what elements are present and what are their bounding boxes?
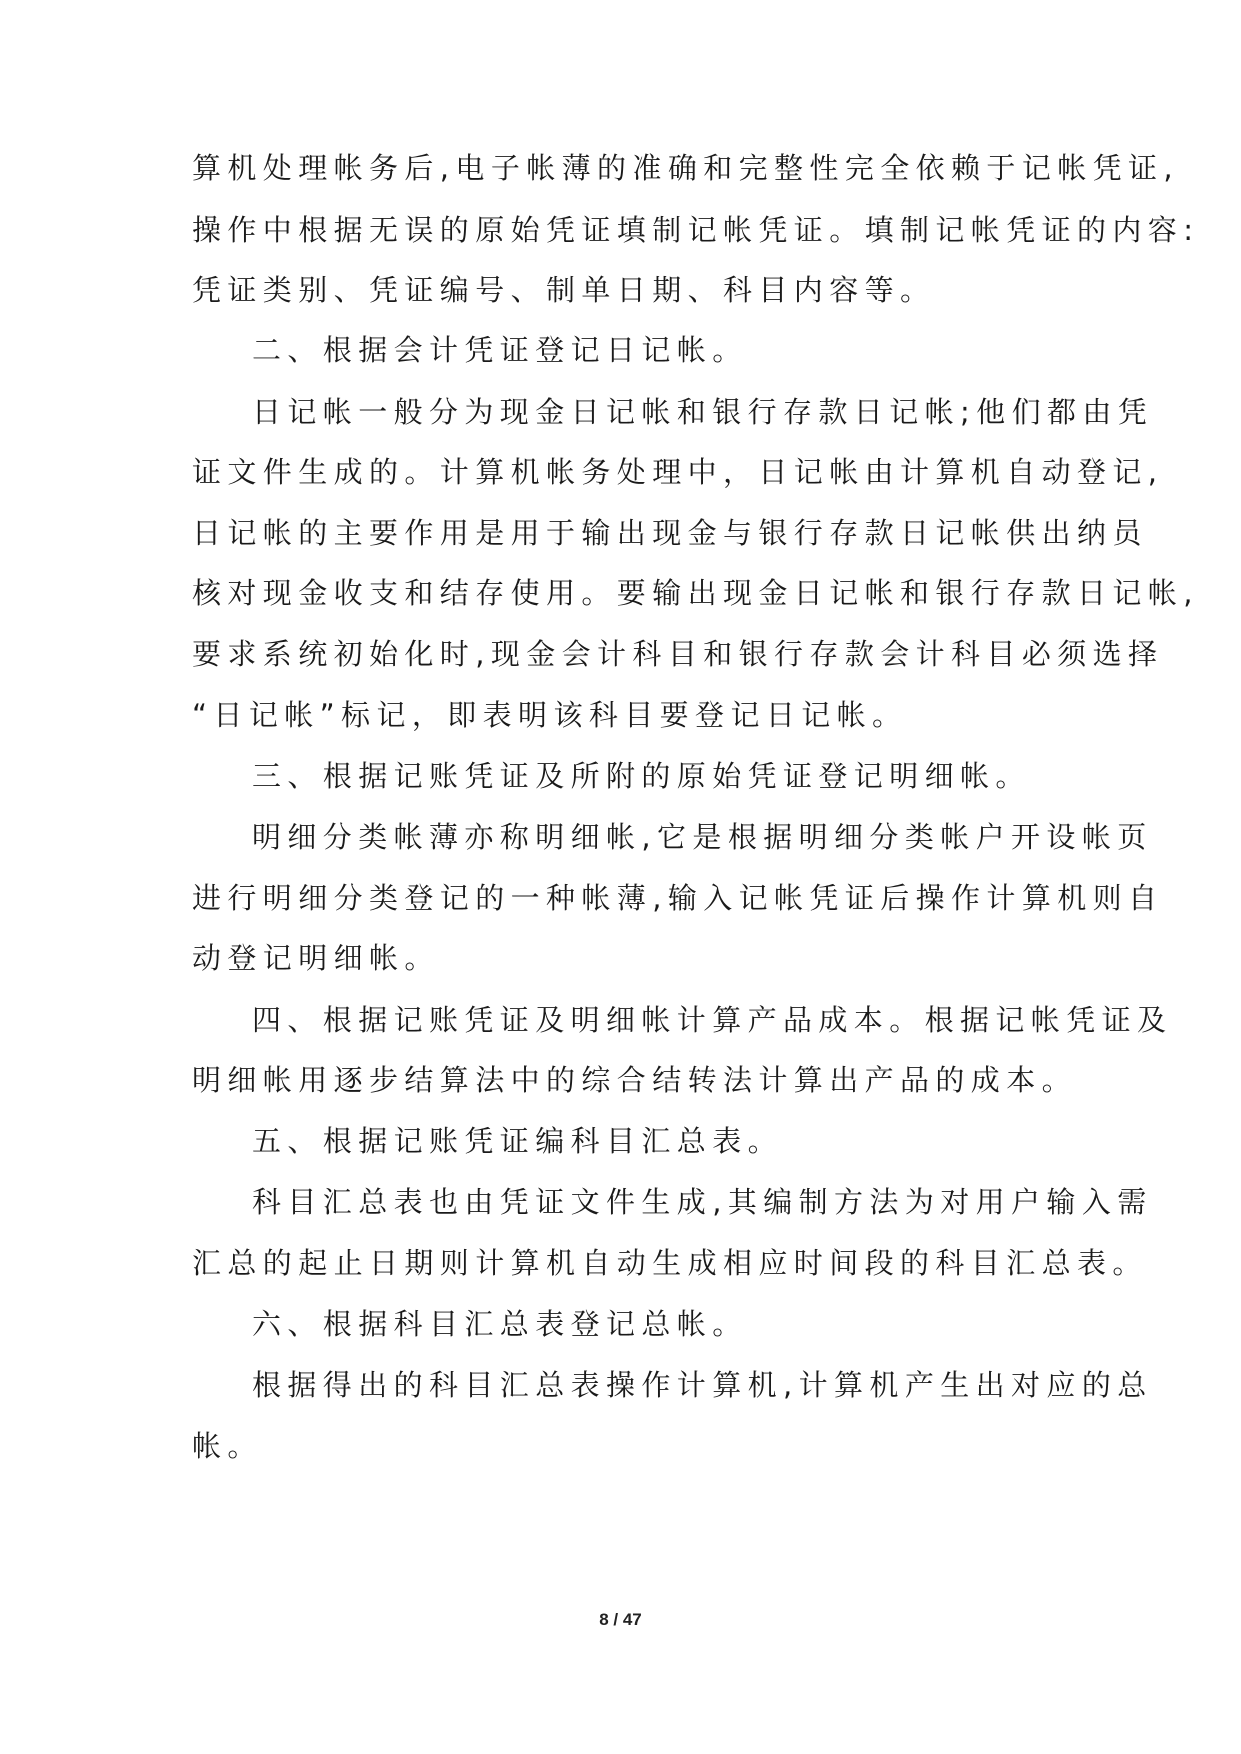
text-line: 明细帐用逐步结算法中的综合结转法计算出产品的成本。: [192, 1063, 1078, 1097]
text-line: 算机处理帐务后,电子帐薄的准确和完整性完全依赖于记帐凭证,: [192, 151, 1180, 185]
section-heading: 三、根据记账凭证及所附的原始凭证登记明细帐。: [252, 759, 1031, 793]
text-line: 核对现金收支和结存使用。要输出现金日记帐和银行存款日记帐,: [192, 576, 1199, 610]
text-line: 根据得出的科目汇总表操作计算机,计算机产生出对应的总: [252, 1368, 1153, 1402]
section-heading: 二、根据会计凭证登记日记帐。: [252, 333, 748, 367]
text-line: 要求系统初始化时,现金会计科目和银行存款会计科目必须选择: [192, 637, 1164, 671]
page-number: 8 / 47: [599, 1610, 642, 1629]
text-line: 凭证类别、凭证编号、制单日期、科目内容等。: [192, 273, 936, 307]
text-line: 进行明细分类登记的一种帐薄,输入记帐凭证后操作计算机则自: [192, 881, 1164, 915]
text-line: 日记帐一般分为现金日记帐和银行存款日记帐;他们都由凭: [252, 395, 1154, 429]
text-line: 明细分类帐薄亦称明细帐,它是根据明细分类帐户开设帐页: [252, 820, 1153, 854]
section-heading: 六、根据科目汇总表登记总帐。: [252, 1307, 748, 1341]
text-line: 日记帐的主要作用是用于输出现金与银行存款日记帐供出纳员: [192, 516, 1148, 550]
section-heading: 五、根据记账凭证编科目汇总表。: [252, 1124, 784, 1158]
text-line: 帐。: [192, 1429, 263, 1463]
section-heading: 四、根据记账凭证及明细帐计算产品成本。根据记帐凭证及: [252, 1003, 1173, 1037]
text-line: 科目汇总表也由凭证文件生成,其编制方法为对用户输入需: [252, 1185, 1153, 1219]
text-line: 操作中根据无误的原始凭证填制记帐凭证。填制记帐凭证的内容:: [192, 213, 1200, 247]
text-line: 证文件生成的。计算机帐务处理中，日记帐由计算机自动登记,: [192, 455, 1164, 489]
text-line: 汇总的起止日期则计算机自动生成相应时间段的科目汇总表。: [192, 1246, 1148, 1280]
text-line: “日记帐”标记，即表明该科目要登记日记帐。: [192, 698, 908, 732]
text-line: 动登记明细帐。: [192, 941, 440, 975]
